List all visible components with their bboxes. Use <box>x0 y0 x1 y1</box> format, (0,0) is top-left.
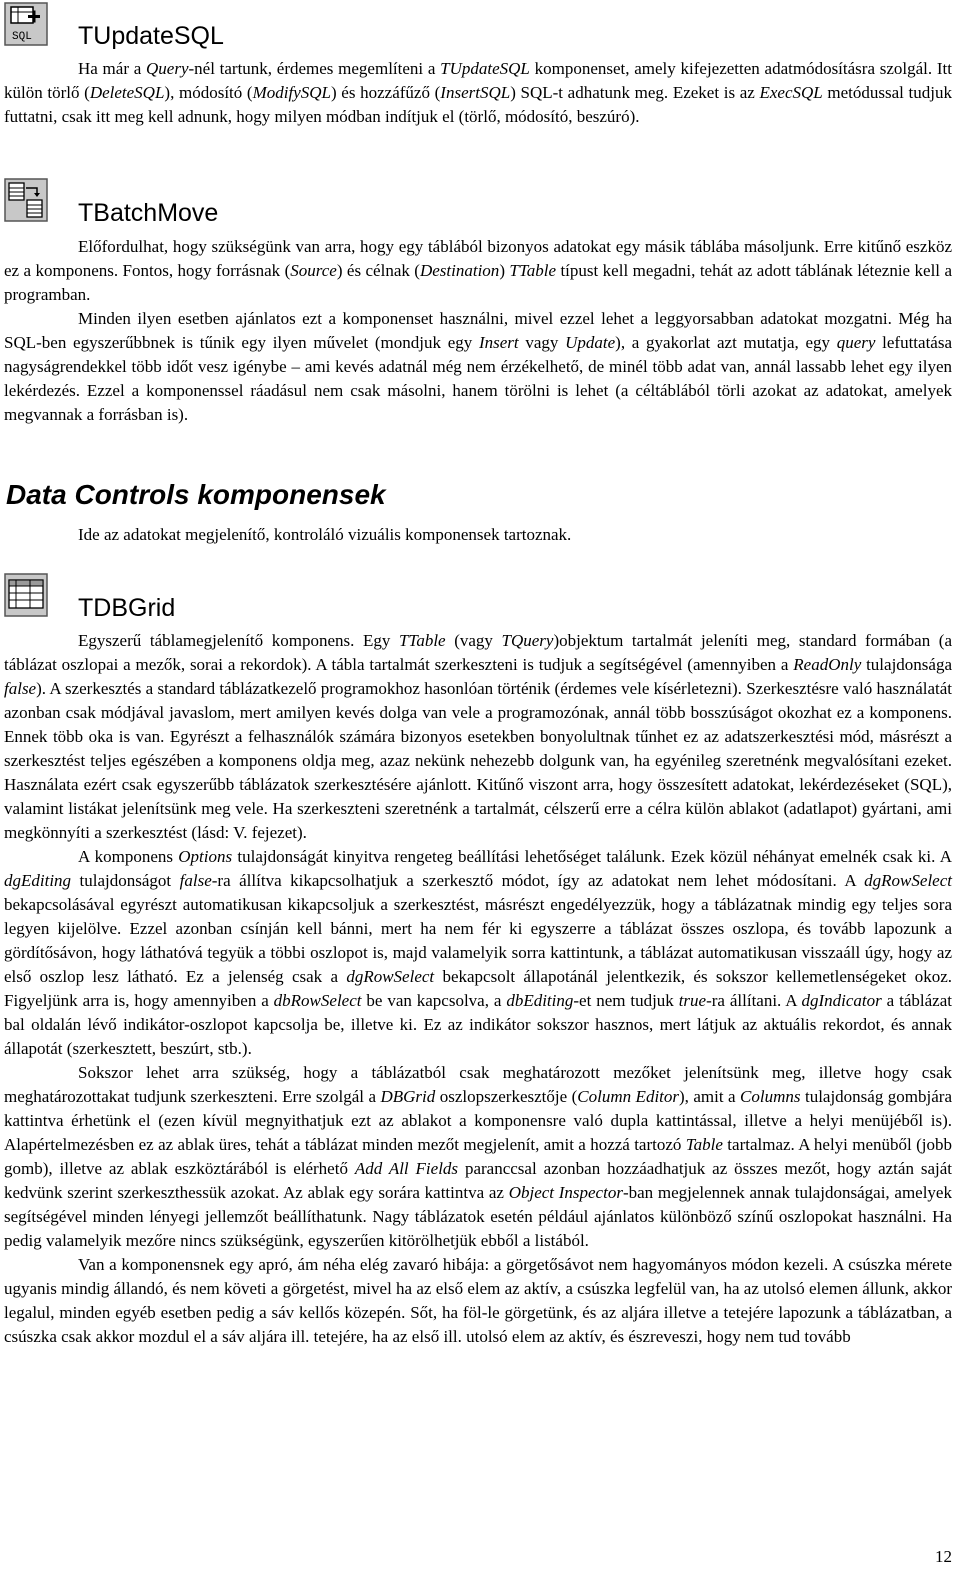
sql-update-icon <box>4 2 48 46</box>
emphasis: Add All Fields <box>354 1159 459 1178</box>
section-title: TUpdateSQL <box>78 22 224 50</box>
emphasis: Columns <box>740 1087 801 1106</box>
emphasis: true <box>678 991 707 1010</box>
paragraph: Egyszerű táblamegjelenítő komponens. Egy TTable (vagy TQuery)objektum tartalmát jeleníti meg, standard formában (a táblázat oszlopai a mezők, sorai a rekordok). A tábla tartalmát szerkeszteni is tudjuk a segítségével (amennyiben a ReadOnly tulajdonsága false). A szerkesztés a standard táblázatkezelő programokhoz hasonlóan történik (érdemes vele kísérletezni). Szerkesztésre való használatát azonban csak módjával javaslom, mert amilyen kevés dolga van vele a programozónak, annál több bosszúságot okozhat ez a komponens. Ennek több oka is van. Egyrészt a felhasználók számára bizonyos esetekben bonyolultnak tűnhet ez az adatszerkesztési mód, másrészt a szerkesztést teljes egészében a komponens oldja meg, azaz nekünk nehezebb dolgunk van, ha egyénileg szeretnénk megvalósítani ezeket. Használata ezért csak egyszerűbb táblázatok szerkesztésére ajánlott. Kitűnő viszont arra, hogy összesített adatokat, lekérdezéseket (SQL), valamint listákat jelenítsünk meg vele. Ha szerkeszteni szeretnénk a tartalmát, célszerű erre a célra külön ablakot (adatlapot) gyártani, ami megkönnyíti a szerkesztést (lásd: V. fejezet). <box>4 631 953 842</box>
emphasis: Table <box>685 1135 723 1154</box>
emphasis: dgIndicator <box>801 991 882 1010</box>
emphasis: Insert <box>478 333 519 352</box>
paragraph: Sokszor lehet arra szükség, hogy a táblázatból csak meghatározott mezőket jelenítsünk meg, illetve hogy csak meghatározottakat tudjunk szerkeszteni. Erre szolgál a DBGrid oszlopszerkesztője (Column Editor), amit a Columns tulajdonság gombjára kattintva érhetünk el (ezen kívül megnyithatjuk ezt az ablakot a komponensre való dupla kattintással, illetve a helyi menüjéből is). Alapértelmezésben ez az ablak üres, tehát a táblázat minden mezőt megjelenít, amit a hozzá tartozó Table tartalmaz. A helyi menüből (jobb gomb), illetve az ablak eszköztárából is elérhető Add All Fields paranccsal azonban hozzáadhatjuk az összes mezőt, hogy aztán saját kedvünk szerint szerkeszthessük azokat. Az ablak egy sorára kattintva az Object Inspector-ban megjelennek annak tulajdonságai, amelyek segítségével minden lényegi jellemzőt beállíthatunk. Nagy táblázatok esetén például ajánlatos különböző színű oszlopokat használni. Ha pedig valamelyik mezőre nincs szükségünk, egyszerűen kitörölhetjük ebből a listából. <box>4 1063 952 1250</box>
paragraph: Előfordulhat, hogy szükségünk van arra, hogy egy táblából bizonyos adatokat egy másik táblába másoljunk. Erre kitűnő eszköz ez a komponens. Fontos, hogy forrásnak (Source) és célnak (Destination) TTable típust kell megadni, tehát az adott táblának léteznie kell a programban. <box>4 237 952 304</box>
section-body-tbatchmove <box>4 235 952 427</box>
emphasis: Source <box>290 261 337 280</box>
emphasis: ExecSQL <box>759 83 823 102</box>
emphasis: DBGrid <box>380 1087 436 1106</box>
emphasis: InsertSQL <box>440 83 511 102</box>
emphasis: false <box>179 871 212 890</box>
emphasis: ReadOnly <box>793 655 862 674</box>
section-body-tdbgrid <box>4 629 952 1349</box>
emphasis: Options <box>178 847 233 866</box>
emphasis: TTable <box>509 261 557 280</box>
emphasis: Destination <box>419 261 500 280</box>
section-title: TDBGrid <box>78 594 176 622</box>
batch-move-icon <box>4 178 48 222</box>
paragraph: A komponens Options tulajdonságát kinyitva rengeteg beállítási lehetőséget találunk. Ezek közül néhányat emelnék csak ki. A dgEditing tulajdonságot false-ra állítva kikapcsolhatjuk a szerkesztő módot, így az adatokat nem lehet módosítani. A dgRowSelect bekapcsolásával egyrészt automatikusan kikapcsoljuk a szerkesztést, másrészt engedélyezzük, hogy a táblázatnak mindig egy teljes sora legyen kijelölve. Ezzel azonban csínján kell bánni, mert ha nem fér ki egyszerre a táblázat összes oszlopa, és tovább lapozunk a gördítősávon, hogy láthatóvá tegyük a többi oszlopot is, majd valamelyik sorra kattintunk, a táblázat automatikusan visszaáll úgy, hogy az első oszlop lesz látható. Ez a jelenség csak a dgRowSelect bekapcsolt állapotánál jelentkezik, és sokszor kellemetlenségeket okoz. Figyeljünk arra is, hogy amennyiben a dbRowSelect be van kapcsolva, a dbEditing-et nem tudjuk true-ra állítani. A dgIndicator a táblázat bal oldalán lévő indikátor-oszlopot kapcsolja be, illetve ki. Ez az indikátor sokszor hasznos, mert látjuk az aktuális rekordot, és annak állapotát (szerkesztett, beszúrt, stb.). <box>4 847 952 1058</box>
paragraph: Ide az adatokat megjelenítő, kontroláló vizuális komponensek tartoznak. <box>78 525 572 544</box>
emphasis: Column Editor <box>577 1087 680 1106</box>
emphasis: DeleteSQL <box>89 83 165 102</box>
emphasis: TTable <box>398 631 446 650</box>
paragraph: Ha már a Query-nél tartunk, érdemes megemlíteni a TUpdateSQL komponenset, amely kifejezetten adatmódosításra szolgál. Itt külön törlő (DeleteSQL), módosító (ModifySQL) és hozzáfűző (InsertSQL) SQL-t adhatunk meg. Ezeket is az ExecSQL metódussal tudjuk futtatni, csak itt meg kell adnunk, hogy milyen módban indítjuk el (törlő, módosító, beszúró). <box>4 59 953 126</box>
db-grid-icon <box>4 573 48 617</box>
emphasis: Update <box>565 333 616 352</box>
emphasis: dgRowSelect <box>346 967 435 986</box>
emphasis: dbEditing <box>506 991 574 1010</box>
emphasis: dbRowSelect <box>273 991 362 1010</box>
paragraph: Van a komponensnek egy apró, ám néha elég zavaró hibája: a görgetősávot nem hagyományos módon kezeli. A csúszka mérete ugyanis mindig állandó, és nem követi a görgetést, mivel ha az első elem az aktív, a csúszka legfelül van, ha az utolsó elemen állunk, akkor legalul, minden egyéb esetben pedig a sáv kellős közepén. Sőt, ha föl-le görgetünk, és az aljára illetve a tetejére lapozunk a táblázatban, a csúszka csak akkor mozdul el a sáv aljára ill. tetejére, ha az első ill. utolsó elem az aktív, és észreveszi, hogy nem tud tovább <box>4 1255 952 1346</box>
section-title: TBatchMove <box>78 199 219 227</box>
chapter-title: Data Controls komponensek <box>6 479 386 510</box>
section-body-tupdatesql <box>4 57 952 129</box>
paragraph: Minden ilyen esetben ajánlatos ezt a komponenset használni, mivel ezzel lehet a leggyorsabban adatokat mozgatni. Még ha SQL-ben egyszerűbbnek is tűnik egy ilyen művelet (mondjuk egy Insert vagy Update), a gyakorlat azt mutatja, egy query lefuttatása nagyságrendekkel több időt vesz igénybe – ami kevés adatnál még nem érzékelhető, de minél több adat van, annál lassabb lehet egy ilyen lekérdezés. Ezzel a komponenssel ráadásul nem csak másolni, hanem törölni is lehet (a céltáblából törli azokat az adatokat, amelyek megvannak a forrásban is). <box>4 309 953 424</box>
emphasis: dgRowSelect <box>864 871 952 890</box>
emphasis: Object Inspector <box>508 1183 623 1202</box>
emphasis: ModifySQL <box>252 83 331 102</box>
svg-text:SQL: SQL <box>12 31 32 43</box>
emphasis: TUpdateSQL <box>440 59 530 78</box>
emphasis: query <box>836 333 876 352</box>
emphasis: false <box>4 679 37 698</box>
page-number: 12 <box>935 1547 952 1566</box>
emphasis: TQuery <box>501 631 554 650</box>
emphasis: Query <box>146 59 189 78</box>
section-body-datacontrols <box>78 523 952 547</box>
emphasis: dgEditing <box>4 871 72 890</box>
